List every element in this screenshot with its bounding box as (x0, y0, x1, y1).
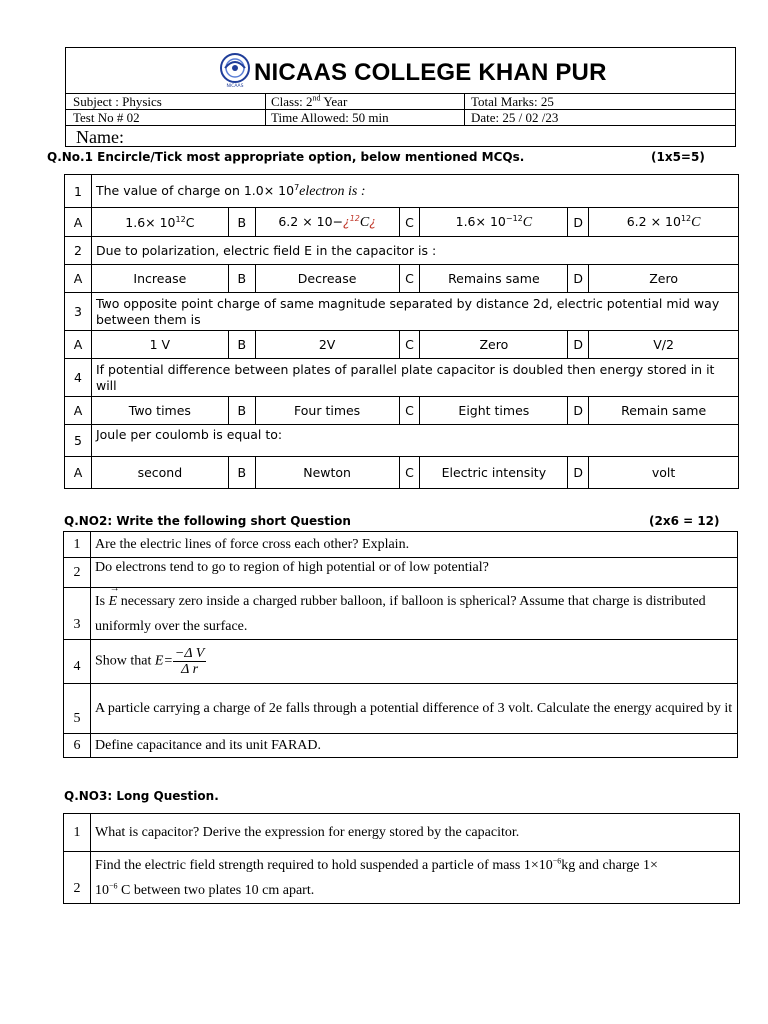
option-letter: B (228, 457, 255, 489)
question-number: 1 (64, 532, 91, 558)
option-b[interactable]: Decrease (255, 265, 399, 293)
option-letter: A (65, 331, 92, 359)
test-number-field: Test No # 02 (73, 110, 140, 125)
time-allowed-field: Time Allowed: 50 min (271, 110, 389, 125)
q3-heading: Q.NO3: Long Question. (64, 789, 219, 803)
mcq-table (64, 174, 739, 489)
option-letter: C (399, 265, 420, 293)
college-name: NICAAS COLLEGE KHAN PUR (254, 59, 607, 86)
option-letter: C (399, 208, 420, 237)
option-d[interactable]: V/2 (589, 331, 739, 359)
mcq-question-row (65, 425, 739, 457)
short-question-row (64, 588, 738, 640)
option-b[interactable]: 6.2 × 10−¿$^{12}$C¿ (255, 208, 399, 237)
option-c[interactable]: Zero (420, 331, 568, 359)
option-letter: B (228, 331, 255, 359)
mcq-question-row (65, 359, 739, 397)
question-number: 3 (64, 588, 91, 640)
mcq-question-row (65, 293, 739, 331)
option-c[interactable]: Remains same (420, 265, 568, 293)
mcq-options-row (65, 208, 739, 237)
question-text: Are the electric lines of force cross each other? Explain. (91, 532, 738, 558)
option-letter: D (568, 457, 589, 489)
option-letter: B (228, 208, 255, 237)
option-d[interactable]: Remain same (589, 397, 739, 425)
long-question-table (63, 813, 740, 904)
mcq-number: 1 (65, 175, 92, 208)
option-a[interactable]: second (91, 457, 228, 489)
svg-text:NICAAS: NICAAS (226, 84, 244, 88)
option-letter: A (65, 208, 92, 237)
option-d[interactable]: volt (589, 457, 739, 489)
mcq-question-row (65, 237, 739, 265)
option-letter: C (399, 331, 420, 359)
college-logo (217, 52, 253, 88)
long-question-row (64, 814, 740, 852)
mcq-number: 3 (65, 293, 92, 331)
question-number: 2 (64, 558, 91, 588)
option-letter: D (568, 265, 589, 293)
q1-marks: (1x5=5) (651, 150, 705, 164)
question-number: 5 (64, 684, 91, 734)
short-question-row (64, 532, 738, 558)
question-number: 4 (64, 640, 91, 684)
long-question-row (64, 852, 740, 904)
mcq-question: Joule per coulomb is equal to: (91, 425, 738, 457)
title-row (66, 48, 735, 94)
option-letter: B (228, 397, 255, 425)
date-field: Date: 25 / 02 /23 (471, 110, 559, 125)
q1-heading: Q.No.1 Encircle/Tick most appropriate option, below mentioned MCQs. (47, 150, 525, 164)
mcq-question: Due to polarization, electric field E in the capacitor is : (91, 237, 738, 265)
question-text: Define capacitance and its unit FARAD. (91, 734, 738, 758)
option-b[interactable]: Newton (255, 457, 399, 489)
option-letter: D (568, 208, 589, 237)
option-a[interactable]: Increase (91, 265, 228, 293)
option-d[interactable]: Zero (589, 265, 739, 293)
short-question-row (64, 640, 738, 684)
mcq-number: 4 (65, 359, 92, 397)
option-letter: C (399, 457, 420, 489)
short-question-row (64, 684, 738, 734)
total-marks-field: Total Marks: 25 (471, 94, 554, 109)
option-letter: A (65, 397, 92, 425)
question-text: What is capacitor? Derive the expression for energy stored by the capacitor. (91, 814, 740, 852)
mcq-options-row (65, 265, 739, 293)
short-question-table (63, 531, 738, 758)
mcq-number: 2 (65, 237, 92, 265)
option-letter: D (568, 331, 589, 359)
question-number: 6 (64, 734, 91, 758)
mcq-options-row (65, 457, 739, 489)
question-number: 2 (64, 852, 91, 904)
q2-heading: Q.NO2: Write the following short Question (64, 514, 351, 528)
option-letter: B (228, 265, 255, 293)
question-text: Is → E necessary zero inside a charged rubber balloon, if balloon is spherical? Assume that charge is distributed uniformly over the surface. (91, 588, 738, 640)
name-label: Name: (76, 127, 124, 147)
option-d[interactable]: $6.2 \times 10^{12}C$ (589, 208, 739, 237)
mcq-question-row (65, 175, 739, 208)
question-text: Find the electric field strength required to hold suspended a particle of mass $1\times 10^{-6}kg$ and charge 1× $10^{-6}$ C between two plates 10 cm apart. (91, 852, 740, 904)
mcq-question: The value of charge on $1.0\times 10^7electron$ is : (91, 175, 738, 208)
short-question-row (64, 558, 738, 588)
exam-header (65, 47, 736, 147)
option-b[interactable]: Four times (255, 397, 399, 425)
vector-e-symbol: → E (108, 582, 120, 609)
option-c[interactable]: $1.6\times 10^{-12}C$ (420, 208, 568, 237)
mcq-number: 5 (65, 425, 92, 457)
short-question-row (64, 734, 738, 758)
class-field: Class: 2nd Year (271, 93, 348, 109)
option-c[interactable]: Eight times (420, 397, 568, 425)
question-text: A particle carrying a charge of 2e falls through a potential difference of 3 volt. Calculate the energy acquired by it (91, 684, 738, 734)
option-letter: D (568, 397, 589, 425)
mcq-question: Two opposite point charge of same magnitude separated by distance 2d, electric potential mid way between them is (91, 293, 738, 331)
mcq-question: If potential difference between plates of parallel plate capacitor is doubled then energy stored in it will (91, 359, 738, 397)
option-letter: C (399, 397, 420, 425)
option-a[interactable]: $1.6\times 10^{12}C$ (91, 208, 228, 237)
question-text: Do electrons tend to go to region of high potential or of low potential? (91, 558, 738, 588)
option-letter: A (65, 265, 92, 293)
subject-field: Subject : Physics (73, 94, 162, 109)
q2-marks: (2x6 = 12) (649, 514, 720, 528)
option-a[interactable]: Two times (91, 397, 228, 425)
fraction: $\frac{\text{−Δ V}}{\text{Δ r}}$ (174, 646, 205, 677)
option-a[interactable]: 1 V (91, 331, 228, 359)
question-number: 1 (64, 814, 91, 852)
question-text: Show that E= $\frac{\text{−Δ V}}{\text{Δ r}}$ (91, 640, 738, 684)
option-c[interactable]: Electric intensity (420, 457, 568, 489)
mcq-options-row (65, 331, 739, 359)
mcq-options-row (65, 397, 739, 425)
option-letter: A (65, 457, 92, 489)
option-b[interactable]: 2V (255, 331, 399, 359)
